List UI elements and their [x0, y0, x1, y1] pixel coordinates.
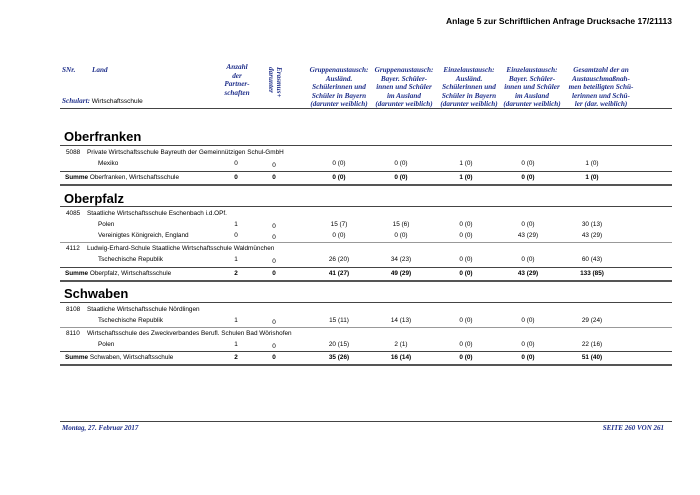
country-row: Mexiko 0 0 0 (0) 0 (0) 1 (0) 0 (0) 1 (0): [98, 160, 599, 169]
header-snr: SNr.: [62, 66, 76, 74]
sum-row: Summe Oberfranken, Wirtschaftsschule 0 0 0 (0) 0 (0) 1 (0) 0 (0) 1 (0): [65, 174, 599, 181]
footer-rule: [60, 421, 672, 422]
region-rule: [60, 206, 672, 207]
header-col5: Einzelaustausch: Ausländ. Schülerinnen und Schüler in Bayern (darunter weiblich): [440, 66, 498, 109]
header-rule: [60, 108, 672, 109]
header-col4: Gruppenaustausch: Bayer. Schüler- innen und Schüler im Ausland (darunter weiblich): [374, 66, 434, 109]
schulart: Schulart: Wirtschaftsschule: [62, 97, 143, 105]
header-col3: Gruppenaustausch: Ausländ. Schülerinnen und Schüler in Bayern (darunter weiblich): [309, 66, 369, 109]
header-land: Land: [92, 66, 108, 74]
country-row: Polen 1 0 20 (15) 2 (1) 0 (0) 0 (0) 22 (16): [98, 341, 603, 350]
sum-row: Summe Oberpfalz, Wirtschaftsschule 2 0 41 (27) 49 (29) 0 (0) 43 (29) 133 (85): [65, 270, 604, 277]
footer-page-number: SEITE 260 VON 261: [602, 424, 664, 432]
sum-bottom-rule: [60, 280, 672, 282]
header-col6: Einzelaustausch: Bayer. Schüler- innen und Schüler im Ausland (darunter weiblich): [503, 66, 561, 109]
svg-text:darunter: darunter: [267, 67, 275, 93]
school-row: 8108 Staatliche Wirtschaftsschule Nördlingen: [66, 306, 200, 313]
region-title-oberpfalz: Oberpfalz: [64, 191, 124, 206]
region-title-schwaben: Schwaben: [64, 286, 129, 301]
region-rule: [60, 302, 672, 303]
country-row: Tschechische Republik 1 0 15 (11) 14 (13) 0 (0) 0 (0) 29 (24): [98, 317, 603, 326]
school-row: 5088 Private Wirtschaftsschule Bayreuth der Gemeinnützigen Schul-GmbH: [66, 149, 284, 156]
sum-bottom-rule: [60, 184, 672, 186]
school-row: 8110 Wirtschaftsschule des Zweckverbandes Berufl. Schulen Bad Wörishofen: [66, 330, 292, 337]
header-col7: Gesamtzahl der an Austauschmaßnah- men beteiligten Schü- lerinnen und Schü- ler (dar. weiblich): [568, 66, 634, 109]
country-row: Tschechische Republik 1 0 26 (20) 34 (23) 0 (0) 0 (0) 60 (43): [98, 256, 603, 265]
country-row: Vereinigtes Königreich, England 0 0 0 (0) 0 (0) 0 (0) 43 (29) 43 (29): [98, 232, 603, 241]
sum-bottom-rule: [60, 364, 672, 366]
school-row: 4112 Ludwig-Erhard-Schule Staatliche Wirtschaftsschule Waldmünchen: [66, 245, 275, 252]
school-row: 4085 Staatliche Wirtschaftsschule Eschenbach i.d.OPf.: [66, 210, 227, 217]
header-anzahl: Anzahl der Partner- schaften: [224, 63, 250, 97]
region-title-oberfranken: Oberfranken: [64, 129, 142, 144]
footer-date: Montag, 27. Februar 2017: [62, 424, 139, 432]
sum-row: Summe Schwaben, Wirtschaftsschule 2 0 35 (26) 16 (14) 0 (0) 0 (0) 51 (40): [65, 354, 603, 361]
svg-text:Erasmus+: Erasmus+: [275, 67, 283, 98]
region-rule: [60, 145, 672, 146]
country-row: Polen 1 0 15 (7) 15 (6) 0 (0) 0 (0) 30 (13): [98, 221, 603, 230]
document-reference: Anlage 5 zur Schriftlichen Anfrage Drucksache 17/21113: [446, 16, 672, 26]
header-darunter-erasmus: [262, 64, 284, 110]
